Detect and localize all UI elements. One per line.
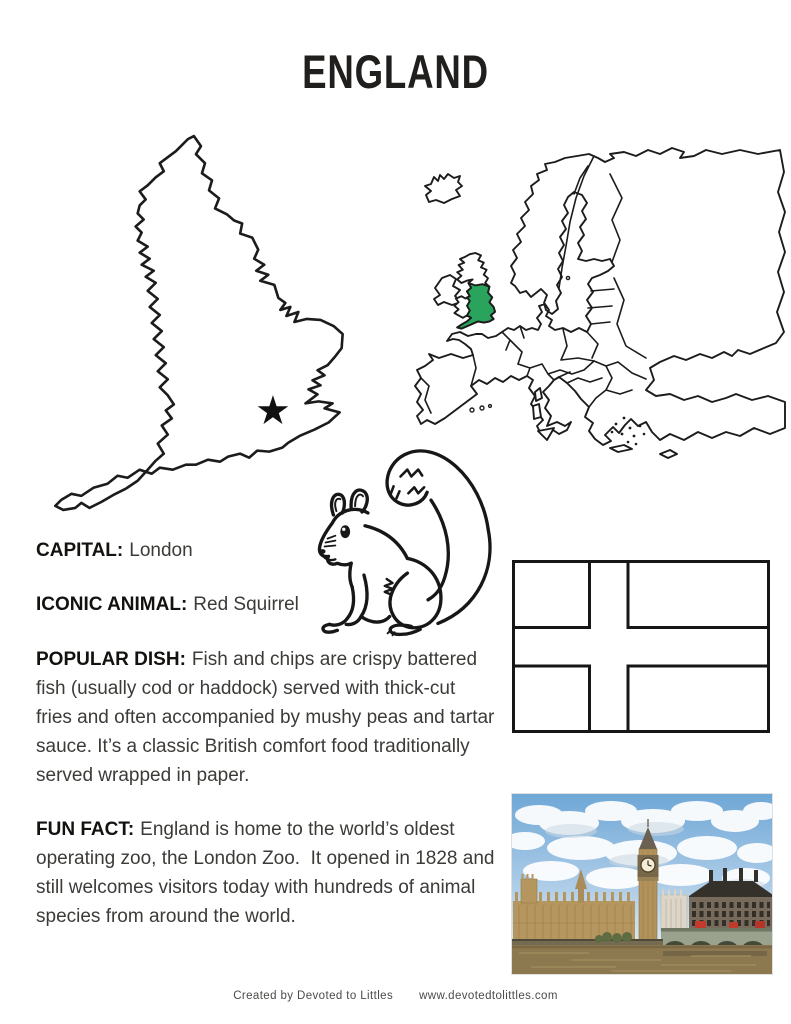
footer-website: www.devotedtolittles.com bbox=[419, 990, 558, 1002]
capital-label: CAPITAL: bbox=[36, 540, 124, 561]
dish-text: Fish and chips are crispy battered fish (usually cod or haddock) served with thick-cut fries and often accompanied by mushy peas and tartar sauce. It’s a classic British comfort food traditionally served wrapped in paper. bbox=[36, 649, 500, 786]
fun-fact-label: FUN FACT: bbox=[36, 819, 135, 840]
london-star-icon: ★ bbox=[255, 389, 291, 433]
fun-fact-paragraph bbox=[36, 815, 500, 931]
footer bbox=[0, 990, 791, 1002]
footer-credit: Created by Devoted to Littles bbox=[233, 990, 394, 1002]
dish-label: POPULAR DISH: bbox=[36, 649, 186, 670]
london-parliament-photo bbox=[511, 793, 773, 975]
europe-outline-map bbox=[398, 128, 786, 483]
animal-line bbox=[36, 590, 495, 619]
page-title: ENGLAND bbox=[302, 45, 489, 98]
dish-paragraph bbox=[36, 645, 500, 790]
animal-label: ICONIC ANIMAL: bbox=[36, 594, 188, 615]
capital-value: London bbox=[129, 540, 193, 561]
animal-value: Red Squirrel bbox=[193, 594, 299, 615]
capital-line bbox=[36, 536, 495, 565]
fun-fact-text: England is home to the world’s oldest operating zoo, the London Zoo. It opened in 1828 and still welcomes visitors today with hundreds of animal species from around the world. bbox=[36, 819, 500, 927]
england-flag-outline bbox=[512, 560, 770, 733]
